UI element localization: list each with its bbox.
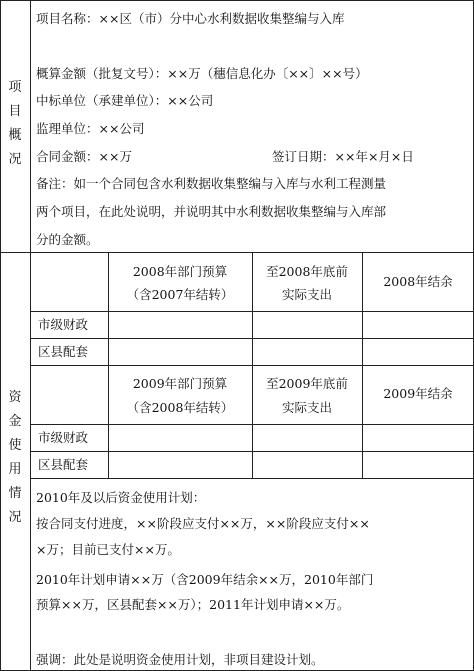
header-2009-budget-line2: （含2008年结转）: [126, 400, 234, 415]
remark-line-2: 两个项目，在此处说明，并说明其中水利数据收集整编与入库部: [36, 204, 387, 219]
header-2009-spent-line1: 至2009年底前: [266, 376, 348, 391]
funding-usage-side-label: 资 金 使 用 情 况: [8, 390, 22, 525]
budget-amount: 概算金额（批复文号）：××万（穗信息化办〔××〕××号）: [36, 66, 368, 81]
supervisor: 监理单位：××公司: [36, 121, 145, 136]
row-2008-district-funds: 区县配套: [38, 344, 89, 359]
header-2008-spent-line2: 实际支出: [281, 287, 332, 302]
row-2009-district-funds: 区县配套: [38, 457, 89, 472]
header-2008-spent-line1: 至2008年底前: [266, 264, 348, 279]
header-2008-balance: 2008年结余: [383, 274, 453, 289]
plan-line-4: 预算××万，区县配套××万）；2011年计划申请××万。: [36, 597, 350, 612]
row-2009-city-funds: 市级财政: [38, 430, 89, 445]
emphasis-note: 强调：此处是说明资金使用计划，非项目建设计划。: [36, 652, 324, 667]
plan-heading: 2010年及以后资金使用计划：: [36, 490, 206, 505]
row-2008-city-funds: 市级财政: [38, 317, 89, 332]
project-overview-side-label: 项 目 概 况: [8, 80, 22, 167]
contractor: 中标单位（承建单位）：××公司: [36, 93, 214, 108]
plan-line-1: 按合同支付进度，××阶段应支付××万，××阶段应支付××: [36, 516, 370, 531]
remark-line-1: 备注：如一个合同包含水利数据收集整编与入库与水利工程测量: [36, 176, 387, 191]
plan-line-2: ×万；目前已支付××万。: [36, 542, 180, 557]
header-2009-spent-line2: 实际支出: [281, 400, 332, 415]
header-2008-budget-line1: 2008年部门预算: [132, 264, 228, 279]
project-name: 项目名称：××区（市）分中心水利数据收集整编与入库: [36, 11, 345, 26]
header-2008-budget-line2: （含2007年结转）: [126, 287, 234, 302]
plan-line-3: 2010年计划申请××万（含2009年结余××万，2010年部门: [36, 572, 374, 587]
remark-line-3: 分的金额。: [36, 232, 99, 247]
contract-amount: 合同金额：××万: [36, 149, 132, 164]
sign-date: 签订日期：××年×月×日: [272, 149, 414, 164]
header-2009-budget-line1: 2009年部门预算: [132, 376, 228, 391]
header-2009-balance: 2009年结余: [383, 386, 453, 401]
